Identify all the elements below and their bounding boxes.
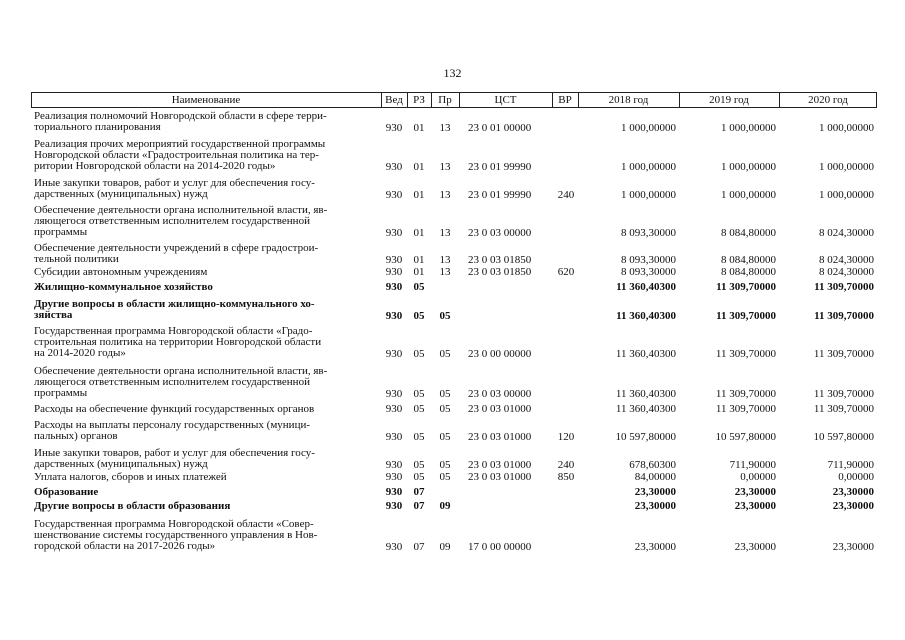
row-name: Государственная программа Новгородской области «Совер- шенствование системы государственного управления в Нов- городской области на 2017-2026 годы» [34,518,318,552]
cell-y2019: 23,30000 [734,541,776,553]
header-y2019: 2019 год [709,94,749,106]
header-rz: РЗ [413,94,425,106]
cell-y2020: 10 597,80000 [813,431,874,443]
cell-vr: 850 [557,471,575,483]
cell-y2018: 84,00000 [634,471,676,483]
cell-rz: 01 [413,266,425,278]
cell-pr: 05 [439,388,451,400]
header-divider [779,92,780,108]
cell-ved: 930 [385,459,403,471]
header-divider [381,92,382,108]
cell-y2020: 1 000,00000 [819,189,874,201]
cell-rz: 01 [413,189,425,201]
cell-y2018: 1 000,00000 [621,189,676,201]
row-name: Расходы на выплаты персоналу государственных (муници- пальных) органов [34,419,311,442]
cell-rz: 05 [413,310,425,322]
cell-cst: 23 0 03 01850 [468,266,532,278]
cell-ved: 930 [385,161,403,173]
cell-rz: 05 [413,388,425,400]
row-name: Другие вопросы в области образования [34,500,231,512]
header-divider [679,92,680,108]
row-name: Обеспечение деятельности учреждений в сфере градострои- тельной политики [34,242,319,265]
cell-rz: 07 [413,486,425,498]
cell-cst: 23 0 03 00000 [468,227,532,239]
cell-rz: 07 [413,500,425,512]
cell-rz: 07 [413,541,425,553]
row-name: Иные закупки товаров, работ и услуг для обеспечения госу- дарственных (муниципальных) нужд [34,177,315,200]
cell-vr: 120 [557,431,575,443]
cell-y2019: 8 084,80000 [721,227,776,239]
row-name: Реализация прочих мероприятий государственной программы Новгородской области «Градостроительная политика на тер- ритории Новгородской области на 2014-2020 годы» [34,138,326,172]
header-divider [578,92,579,108]
cell-rz: 05 [413,471,425,483]
cell-y2018: 1 000,00000 [621,161,676,173]
row-name: Жилищно-коммунальное хозяйство [34,281,213,293]
header-divider [407,92,408,108]
cell-rz: 01 [413,161,425,173]
cell-y2018: 10 597,80000 [615,431,676,443]
header-pr: Пр [438,94,452,106]
cell-y2018: 8 093,30000 [621,254,676,266]
cell-y2019: 11 309,70000 [716,281,776,293]
row-name: Субсидии автономным учреждениям [34,266,208,278]
cell-y2020: 1 000,00000 [819,161,874,173]
cell-cst: 23 0 03 01850 [468,254,532,266]
cell-y2020: 711,90000 [827,459,874,471]
cell-ved: 930 [385,431,403,443]
header-y2018: 2018 год [608,94,649,106]
row-name: Реализация полномочий Новгородской области в сфере терри- ториального планирования [34,110,327,133]
cell-y2018: 11 360,40300 [616,310,676,322]
cell-ved: 930 [385,403,403,415]
cell-y2018: 11 360,40300 [616,281,676,293]
cell-y2020: 11 309,70000 [814,310,874,322]
cell-y2019: 11 309,70000 [715,388,776,400]
header-vr: ВР [558,94,572,106]
cell-ved: 930 [385,281,403,293]
cell-pr: 05 [439,403,451,415]
cell-y2018: 11 360,40300 [615,403,676,415]
cell-y2020: 11 309,70000 [813,403,874,415]
cell-y2020: 0,00000 [838,471,874,483]
cell-cst: 23 0 03 01000 [468,459,532,471]
cell-y2018: 11 360,40300 [615,348,676,360]
cell-y2018: 1 000,00000 [621,122,676,134]
cell-pr: 13 [439,227,451,239]
cell-pr: 09 [439,500,451,512]
cell-y2019: 11 309,70000 [715,403,776,415]
cell-cst: 23 0 03 01000 [468,431,532,443]
row-name: Другие вопросы в области жилищно-коммунального хо- зяйства [34,298,315,321]
cell-rz: 05 [413,431,425,443]
page-number: 132 [443,66,462,80]
row-name: Государственная программа Новгородской области «Градо- строительная политика на территории Новгородской области на 2014-2020 годы» [34,325,322,359]
cell-y2019: 0,00000 [740,471,776,483]
cell-pr: 05 [439,348,451,360]
cell-y2019: 11 309,70000 [715,348,776,360]
cell-y2019: 23,30000 [734,500,776,512]
cell-ved: 930 [385,500,403,512]
header-divider [431,92,432,108]
cell-vr: 240 [557,189,575,201]
cell-rz: 05 [413,281,425,293]
cell-ved: 930 [385,486,403,498]
cell-y2019: 711,90000 [729,459,776,471]
cell-y2020: 23,30000 [832,541,874,553]
cell-pr: 13 [439,189,451,201]
cell-y2018: 678,60300 [629,459,676,471]
row-name: Обеспечение деятельности органа исполнительной власти, яв- ляющегося ответственным исполнителем государственной программы [34,204,328,238]
cell-rz: 01 [413,227,425,239]
row-name: Расходы на обеспечение функций государственных органов [34,403,315,415]
row-name: Обеспечение деятельности органа исполнительной власти, яв- ляющегося ответственным исполнителем государственной программы [34,365,328,399]
cell-y2020: 11 309,70000 [813,348,874,360]
cell-pr: 13 [439,122,451,134]
cell-pr: 13 [439,254,451,266]
cell-cst: 23 0 01 99990 [468,189,532,201]
cell-rz: 05 [413,459,425,471]
cell-y2018: 23,30000 [634,486,676,498]
cell-y2020: 11 309,70000 [813,388,874,400]
cell-y2019: 8 084,80000 [721,266,776,278]
cell-y2019: 11 309,70000 [716,310,776,322]
cell-cst: 23 0 01 00000 [468,122,532,134]
cell-cst: 23 0 03 01000 [468,471,532,483]
row-name: Иные закупки товаров, работ и услуг для обеспечения госу- дарственных (муниципальных) нужд [34,447,315,470]
cell-pr: 13 [439,266,451,278]
header-divider [552,92,553,108]
cell-y2018: 8 093,30000 [621,266,676,278]
cell-rz: 05 [413,348,425,360]
cell-y2018: 11 360,40300 [615,388,676,400]
cell-y2018: 23,30000 [634,541,676,553]
cell-cst: 17 0 00 00000 [468,541,532,553]
cell-y2020: 8 024,30000 [819,266,874,278]
cell-y2019: 10 597,80000 [715,431,776,443]
cell-y2020: 1 000,00000 [819,122,874,134]
cell-ved: 930 [385,541,403,553]
cell-ved: 930 [385,471,403,483]
cell-y2018: 23,30000 [634,500,676,512]
cell-cst: 23 0 00 00000 [468,348,532,360]
cell-y2020: 11 309,70000 [814,281,874,293]
cell-pr: 05 [439,310,451,322]
cell-pr: 05 [439,431,451,443]
header-cst: ЦСТ [494,94,517,106]
cell-y2019: 8 084,80000 [721,254,776,266]
cell-y2019: 1 000,00000 [721,122,776,134]
cell-rz: 01 [413,254,425,266]
cell-pr: 05 [439,471,451,483]
cell-y2019: 1 000,00000 [721,161,776,173]
header-divider [459,92,460,108]
row-name: Уплата налогов, сборов и иных платежей [34,471,227,483]
cell-ved: 930 [385,348,403,360]
cell-y2018: 8 093,30000 [621,227,676,239]
cell-ved: 930 [385,189,403,201]
cell-y2020: 8 024,30000 [819,254,874,266]
row-name: Образование [34,486,99,498]
cell-ved: 930 [385,227,403,239]
cell-cst: 23 0 01 99990 [468,161,532,173]
header-name: Наименование [171,94,241,106]
cell-vr: 620 [557,266,575,278]
cell-y2019: 1 000,00000 [721,189,776,201]
cell-ved: 930 [385,122,403,134]
cell-ved: 930 [385,266,403,278]
cell-pr: 05 [439,459,451,471]
cell-ved: 930 [385,310,403,322]
cell-y2020: 8 024,30000 [819,227,874,239]
cell-vr: 240 [557,459,575,471]
header-y2020: 2020 год [808,94,848,106]
cell-rz: 01 [413,122,425,134]
cell-ved: 930 [385,388,403,400]
header-ved: Вед [385,94,403,106]
cell-ved: 930 [385,254,403,266]
cell-y2020: 23,30000 [832,500,874,512]
cell-cst: 23 0 03 00000 [468,388,532,400]
cell-y2020: 23,30000 [832,486,874,498]
cell-pr: 09 [439,541,451,553]
cell-cst: 23 0 03 01000 [468,403,532,415]
cell-pr: 13 [439,161,451,173]
cell-rz: 05 [413,403,425,415]
cell-y2019: 23,30000 [734,486,776,498]
